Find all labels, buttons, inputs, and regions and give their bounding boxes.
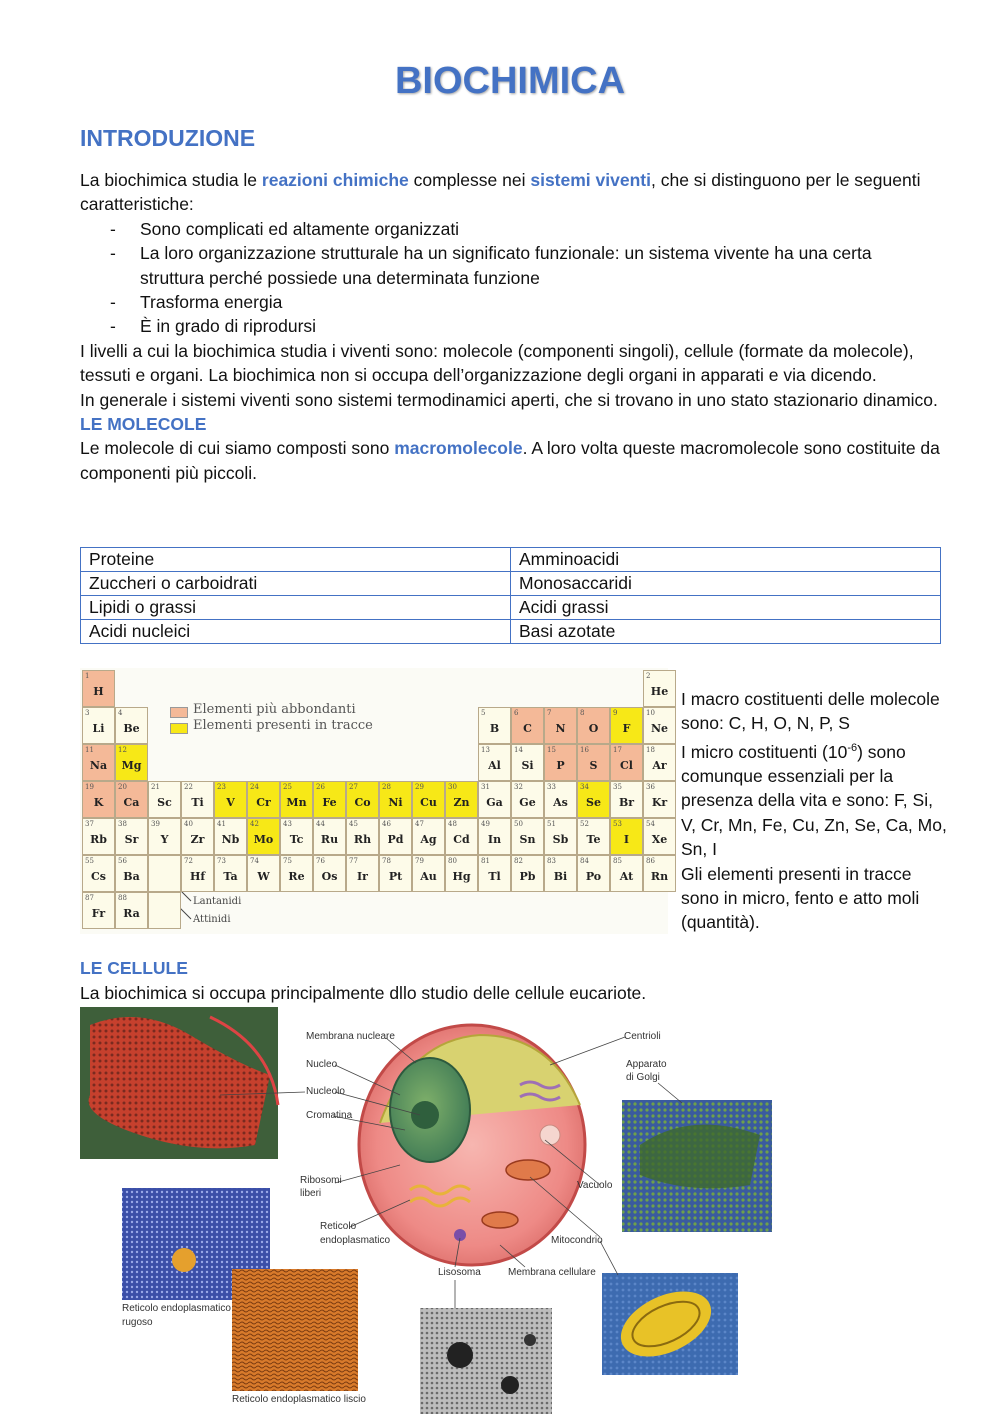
atomic-number: 81 xyxy=(481,857,490,865)
section-heading-molecole: LE MOLECOLE xyxy=(80,414,207,435)
highlight-sistemi-viventi: sistemi viventi xyxy=(530,170,651,190)
element-cell-be xyxy=(115,707,148,744)
label-rer-line1: Reticolo endoplasmatico xyxy=(122,1303,231,1314)
highlight-macromolecole: macromolecole xyxy=(394,438,523,459)
element-symbol: Cl xyxy=(620,759,633,772)
atomic-number: 43 xyxy=(283,820,292,828)
element-cell-he xyxy=(643,670,676,707)
atomic-number: 39 xyxy=(151,820,160,828)
element-symbol: Fr xyxy=(91,907,106,920)
element-symbol: Zn xyxy=(453,796,470,809)
macromolecule-cell: Acidi nucleici xyxy=(81,620,511,644)
table-row xyxy=(81,596,941,620)
component-cell: Amminoacidi xyxy=(511,548,941,572)
atomic-number: 31 xyxy=(481,783,490,791)
element-cell-au xyxy=(412,855,445,892)
label-ribosomi-line2: liberi xyxy=(300,1188,322,1199)
element-cell-ca xyxy=(115,781,148,818)
macromolecule-cell: Proteine xyxy=(81,548,511,572)
atomic-number: 80 xyxy=(448,857,457,865)
element-symbol: Kr xyxy=(651,796,668,809)
label-golgi-line1: Apparato xyxy=(626,1059,667,1070)
atomic-number: 17 xyxy=(613,746,622,754)
element-cell-os xyxy=(313,855,346,892)
label-ribosomi-line1: Ribosomi xyxy=(300,1175,342,1186)
element-cell-te xyxy=(577,818,610,855)
trace-elements-text: Gli elementi presenti in tracce sono in micro, fento e atto moli (quantità). xyxy=(681,863,920,933)
element-cell-c xyxy=(511,707,544,744)
element-cell-fr xyxy=(82,892,115,929)
element-symbol: Ru xyxy=(320,833,339,846)
atomic-number: 13 xyxy=(481,746,490,754)
element-symbol: V xyxy=(226,796,235,809)
list-item xyxy=(80,217,940,241)
element-cell-tl xyxy=(478,855,511,892)
element-symbol: At xyxy=(619,870,634,883)
element-cell-se xyxy=(577,781,610,818)
element-cell-re xyxy=(280,855,313,892)
atomic-number: 53 xyxy=(613,820,622,828)
element-cell-zn xyxy=(445,781,478,818)
atomic-number: 22 xyxy=(184,783,193,791)
element-cell-at xyxy=(610,855,643,892)
element-cell-cu xyxy=(412,781,445,818)
atomic-number: 76 xyxy=(316,857,325,865)
element-cell-placeholder xyxy=(148,855,181,892)
element-cell-rh xyxy=(346,818,379,855)
element-symbol: He xyxy=(650,685,669,698)
element-symbol: Pd xyxy=(387,833,404,846)
component-cell: Basi azotate xyxy=(511,620,941,644)
element-cell-ga xyxy=(478,781,511,818)
atomic-number: 50 xyxy=(514,820,523,828)
element-symbol: Rb xyxy=(90,833,107,846)
atomic-number: 88 xyxy=(118,894,127,902)
element-cell-sr xyxy=(115,818,148,855)
element-symbol: Pb xyxy=(519,870,536,883)
label-membrana-cellulare: Membrana cellulare xyxy=(508,1267,596,1278)
atomic-number: 84 xyxy=(580,857,589,865)
element-symbol: Na xyxy=(89,759,108,772)
element-cell-kr xyxy=(643,781,676,818)
element-symbol: Cd xyxy=(453,833,470,846)
element-symbol: Po xyxy=(585,870,602,883)
element-cell-ir xyxy=(346,855,379,892)
element-cell-pb xyxy=(511,855,544,892)
element-symbol: Mo xyxy=(253,833,274,846)
element-symbol: Ra xyxy=(123,907,140,920)
element-cell-sb xyxy=(544,818,577,855)
element-cell-sn xyxy=(511,818,544,855)
label-rel: Reticolo endoplasmatico liscio xyxy=(232,1394,366,1405)
element-symbol: Y xyxy=(160,833,169,846)
periodic-table xyxy=(80,668,668,934)
element-symbol: Fe xyxy=(322,796,337,809)
intro-paragraph-2: I livelli a cui la biochimica studia i viventi sono: molecole (componenti singoli), cellule (formate da molecole), tessuti e organi. La biochimica non si occupa dell’organizzazione degli organi in apparati e via dicendo. xyxy=(80,340,914,386)
element-symbol: Os xyxy=(321,870,338,883)
element-cell-n xyxy=(544,707,577,744)
attinidi-label: Attinidi xyxy=(193,914,231,925)
atomic-number: 23 xyxy=(217,783,226,791)
micro-constituents-text: I micro costituenti $(10^{-6})$ sono comunque essenziali per la presenza della vita e sono: F, Si, V, Cr, Mn, Fe, Cu, Zn, Se, Ca, Mo, Sn, I xyxy=(681,741,947,860)
atomic-number: 55 xyxy=(85,857,94,865)
atomic-number: 26 xyxy=(316,783,325,791)
atomic-number: 3 xyxy=(85,709,90,717)
element-cell-ru xyxy=(313,818,346,855)
atomic-number: 87 xyxy=(85,894,94,902)
element-cell-y xyxy=(148,818,181,855)
element-cell-tc xyxy=(280,818,313,855)
atomic-number: 49 xyxy=(481,820,490,828)
element-cell-ar xyxy=(643,744,676,781)
element-symbol: Cr xyxy=(256,796,271,809)
table-row xyxy=(81,620,941,644)
element-cell-zr xyxy=(181,818,214,855)
atomic-number: 21 xyxy=(151,783,160,791)
macromolecule-table xyxy=(80,547,941,644)
section-heading-cellule: LE CELLULE xyxy=(80,958,188,978)
element-cell-cl xyxy=(610,744,643,781)
element-symbol: Rh xyxy=(353,833,372,846)
label-nucleo: Nucleo xyxy=(306,1059,338,1070)
intro-block xyxy=(80,168,940,485)
element-symbol: Br xyxy=(618,796,635,809)
element-symbol: Al xyxy=(488,759,501,772)
atomic-number: 45 xyxy=(349,820,358,828)
atomic-number: 51 xyxy=(547,820,556,828)
element-symbol: Bi xyxy=(553,870,568,883)
element-cell-p xyxy=(544,744,577,781)
element-symbol: Au xyxy=(420,870,437,883)
label-centrioli: Centrioli xyxy=(624,1031,661,1042)
atomic-number: 82 xyxy=(514,857,523,865)
element-cell-b xyxy=(478,707,511,744)
atomic-number: 7 xyxy=(547,709,552,717)
atomic-number: 52 xyxy=(580,820,589,828)
element-cell-rn xyxy=(643,855,676,892)
label-vacuolo: Vacuolo xyxy=(577,1180,613,1191)
element-cell-pt xyxy=(379,855,412,892)
atomic-number: 48 xyxy=(448,820,457,828)
list-item-text: La loro organizzazione strutturale ha un significato funzionale: un sistema vivente ha una certa struttura perché possiede una determinata funzione xyxy=(140,243,872,288)
atomic-number: 34 xyxy=(580,783,589,791)
atomic-number: 46 xyxy=(382,820,391,828)
atomic-number: 20 xyxy=(118,783,127,791)
atomic-number: 24 xyxy=(250,783,259,791)
element-symbol: Zr xyxy=(190,833,205,846)
element-symbol: Ag xyxy=(420,833,437,846)
element-symbol: Mg xyxy=(121,759,142,772)
element-symbol: Hg xyxy=(452,870,471,883)
element-cell-pd xyxy=(379,818,412,855)
element-symbol: Hf xyxy=(189,870,206,883)
element-symbol: Pt xyxy=(388,870,403,883)
legend-trace-label: Elementi presenti in tracce xyxy=(193,718,373,733)
element-cell-mo xyxy=(247,818,280,855)
element-symbol: Ir xyxy=(357,870,368,883)
element-cell-ag xyxy=(412,818,445,855)
atomic-number: 54 xyxy=(646,820,655,828)
element-symbol: Ba xyxy=(123,870,140,883)
atomic-number: 28 xyxy=(382,783,391,791)
element-symbol: Sr xyxy=(124,833,139,846)
element-symbol: C xyxy=(523,722,532,735)
element-symbol: Ga xyxy=(486,796,503,809)
element-cell-f xyxy=(610,707,643,744)
element-symbol: P xyxy=(556,759,565,772)
element-cell-li xyxy=(82,707,115,744)
table-row xyxy=(81,572,941,596)
element-cell-mn xyxy=(280,781,313,818)
component-cell: Acidi grassi xyxy=(511,596,941,620)
atomic-number: 42 xyxy=(250,820,259,828)
atomic-number: 11 xyxy=(85,746,94,754)
bullet-dash: - xyxy=(110,292,116,313)
element-symbol: Si xyxy=(521,759,534,772)
element-cell-al xyxy=(478,744,511,781)
list-item-text: Trasforma energia xyxy=(140,292,283,313)
atomic-number: 75 xyxy=(283,857,292,865)
eukaryotic-cell-figure xyxy=(80,1005,780,1414)
element-cell-po xyxy=(577,855,610,892)
element-symbol: Rn xyxy=(650,870,669,883)
list-item-text: Sono complicati ed altamente organizzati xyxy=(140,218,460,239)
characteristics-list xyxy=(80,217,940,339)
atomic-number: 74 xyxy=(250,857,259,865)
element-symbol: Co xyxy=(354,796,371,809)
atomic-number: 12 xyxy=(118,746,127,754)
element-symbol: Cu xyxy=(420,796,437,809)
element-cell-br xyxy=(610,781,643,818)
macromolecule-cell: Zuccheri o carboidrati xyxy=(81,572,511,596)
element-symbol: Te xyxy=(586,833,601,846)
element-symbol: Ni xyxy=(388,796,403,809)
cell-illustration xyxy=(80,1005,780,1414)
atomic-number: 83 xyxy=(547,857,556,865)
element-symbol: Sc xyxy=(157,796,172,809)
bullet-dash: - xyxy=(110,243,116,264)
atomic-number: 18 xyxy=(646,746,655,754)
atomic-number: 35 xyxy=(613,783,622,791)
list-item-text: È in grado di riprodursi xyxy=(140,316,317,337)
element-cell-hf xyxy=(181,855,214,892)
element-cell-mg xyxy=(115,744,148,781)
atomic-number: 72 xyxy=(184,857,193,865)
element-symbol: S xyxy=(589,759,598,772)
element-cell-ni xyxy=(379,781,412,818)
element-symbol: As xyxy=(553,796,568,809)
atomic-number: 47 xyxy=(415,820,424,828)
element-symbol: Ti xyxy=(191,796,204,809)
atomic-number: 29 xyxy=(415,783,424,791)
list-item xyxy=(80,290,940,314)
element-cell-na xyxy=(82,744,115,781)
label-nucleolo: Nucleolo xyxy=(306,1086,345,1097)
component-cell: Monosaccaridi xyxy=(511,572,941,596)
label-reticolo-line1: Reticolo xyxy=(320,1221,357,1232)
atomic-number: 6 xyxy=(514,709,519,717)
bullet-dash: - xyxy=(110,218,116,239)
atomic-number: 38 xyxy=(118,820,127,828)
element-cell-xe xyxy=(643,818,676,855)
atomic-number: 2 xyxy=(646,672,651,680)
label-cromatina: Cromatina xyxy=(306,1110,353,1121)
element-symbol: Nb xyxy=(221,833,240,846)
element-cell-bi xyxy=(544,855,577,892)
element-symbol: O xyxy=(588,722,599,735)
element-cell-cd xyxy=(445,818,478,855)
highlight-reazioni-chimiche: reazioni chimiche xyxy=(261,170,409,190)
element-symbol: Sb xyxy=(552,833,569,846)
element-symbol: Ne xyxy=(650,722,669,735)
lantanidi-label: Lantanidi xyxy=(193,896,242,907)
element-symbol: In xyxy=(487,833,502,846)
element-symbol: Ta xyxy=(223,870,238,883)
molecole-paragraph: Le molecole di cui siamo composti sono macromolecole. A loro volta queste macromolecole sono costituite da componenti più piccoli. xyxy=(80,438,940,483)
atomic-number: 77 xyxy=(349,857,358,865)
bullet-dash: - xyxy=(110,316,116,337)
element-cell-hg xyxy=(445,855,478,892)
element-cell-si xyxy=(511,744,544,781)
atomic-number: 4 xyxy=(118,709,123,717)
atomic-number: 14 xyxy=(514,746,523,754)
element-cell-v xyxy=(214,781,247,818)
element-symbol: F xyxy=(622,722,631,735)
element-cell-nb xyxy=(214,818,247,855)
element-cell-h xyxy=(82,670,115,707)
atomic-number: 10 xyxy=(646,709,655,717)
element-symbol: Cs xyxy=(91,870,106,883)
element-symbol: B xyxy=(489,722,500,735)
atomic-number: 36 xyxy=(646,783,655,791)
element-cell-k xyxy=(82,781,115,818)
cellule-paragraph: La biochimica si occupa principalmente dllo studio delle cellule eucariote. xyxy=(80,983,647,1003)
atomic-number: 40 xyxy=(184,820,193,828)
atomic-number: 32 xyxy=(514,783,523,791)
element-symbol: Ge xyxy=(519,796,536,809)
label-golgi-line2: di Golgi xyxy=(626,1072,660,1083)
page-title: BIOCHIMICA xyxy=(394,60,626,102)
element-cell-o xyxy=(577,707,610,744)
atomic-number: 8 xyxy=(580,709,585,717)
element-cell-cs xyxy=(82,855,115,892)
atomic-number: 44 xyxy=(316,820,325,828)
atomic-number: 30 xyxy=(448,783,457,791)
element-cell-ba xyxy=(115,855,148,892)
element-symbol: I xyxy=(623,833,630,846)
table-row xyxy=(81,548,941,572)
element-symbol: Re xyxy=(288,870,305,883)
element-cell-fe xyxy=(313,781,346,818)
macromolecule-cell: Lipidi o grassi xyxy=(81,596,511,620)
element-symbol: Xe xyxy=(651,833,668,846)
element-cell-as xyxy=(544,781,577,818)
intro-paragraph-1: La biochimica studia le reazioni chimiche complesse nei sistemi viventi, che si distinguono per le seguenti caratteristiche: xyxy=(80,170,921,215)
atomic-number: 56 xyxy=(118,857,127,865)
element-cell-rb xyxy=(82,818,115,855)
element-symbol: Be xyxy=(123,722,140,735)
element-symbol: Se xyxy=(586,796,601,809)
legend-abundant-label: Elementi più abbondanti xyxy=(193,702,356,717)
element-symbol: Tl xyxy=(488,870,501,883)
atomic-number: 33 xyxy=(547,783,556,791)
element-cell-cr xyxy=(247,781,280,818)
atomic-number: 78 xyxy=(382,857,391,865)
element-cell-ne xyxy=(643,707,676,744)
element-cell-in xyxy=(478,818,511,855)
element-symbol: Tc xyxy=(289,833,304,846)
element-cell-placeholder xyxy=(148,892,181,929)
atomic-number: 16 xyxy=(580,746,589,754)
atomic-number: 79 xyxy=(415,857,424,865)
element-cell-ti xyxy=(181,781,214,818)
element-symbol: H xyxy=(93,685,104,698)
atomic-number: 5 xyxy=(481,709,486,717)
label-rer-line2: rugoso xyxy=(122,1317,153,1328)
atomic-number: 73 xyxy=(217,857,226,865)
element-symbol: K xyxy=(93,796,104,809)
element-cell-s xyxy=(577,744,610,781)
element-symbol: Ca xyxy=(123,796,140,809)
element-symbol: W xyxy=(257,870,270,883)
atomic-number: 27 xyxy=(349,783,358,791)
element-symbol: N xyxy=(555,722,566,735)
atomic-number: 1 xyxy=(85,672,90,680)
atomic-number: 85 xyxy=(613,857,622,865)
atomic-number: 25 xyxy=(283,783,292,791)
label-reticolo-line2: endoplasmatico xyxy=(320,1235,391,1246)
element-cell-co xyxy=(346,781,379,818)
element-symbol: Sn xyxy=(519,833,536,846)
atomic-number: 15 xyxy=(547,746,556,754)
element-symbol: Mn xyxy=(286,796,307,809)
label-membrana-nucleare: Membrana nucleare xyxy=(306,1031,395,1042)
element-cell-ra xyxy=(115,892,148,929)
atomic-number: 9 xyxy=(613,709,618,717)
elements-description xyxy=(681,687,951,935)
atomic-number: 19 xyxy=(85,783,94,791)
element-symbol: Li xyxy=(92,722,105,735)
element-cell-sc xyxy=(148,781,181,818)
element-cell-ta xyxy=(214,855,247,892)
list-item xyxy=(80,241,940,290)
macro-constituents-text: I macro costituenti delle molecole sono: C, H, O, N, P, S xyxy=(681,689,940,734)
element-cell-ge xyxy=(511,781,544,818)
element-symbol: Ar xyxy=(652,759,667,772)
label-mitocondrio: Mitocondrio xyxy=(551,1235,603,1246)
element-cell-i xyxy=(610,818,643,855)
section-heading-introduzione: INTRODUZIONE xyxy=(80,125,256,151)
label-lisosoma: Lisosoma xyxy=(438,1267,481,1278)
atomic-number: 41 xyxy=(217,820,226,828)
intro-paragraph-3: In generale i sistemi viventi sono sistemi termodinamici aperti, che si trovano in uno stato stazionario dinamico. xyxy=(80,389,938,410)
list-item xyxy=(80,314,940,338)
atomic-number: 37 xyxy=(85,820,94,828)
element-cell-w xyxy=(247,855,280,892)
atomic-number: 86 xyxy=(646,857,655,865)
